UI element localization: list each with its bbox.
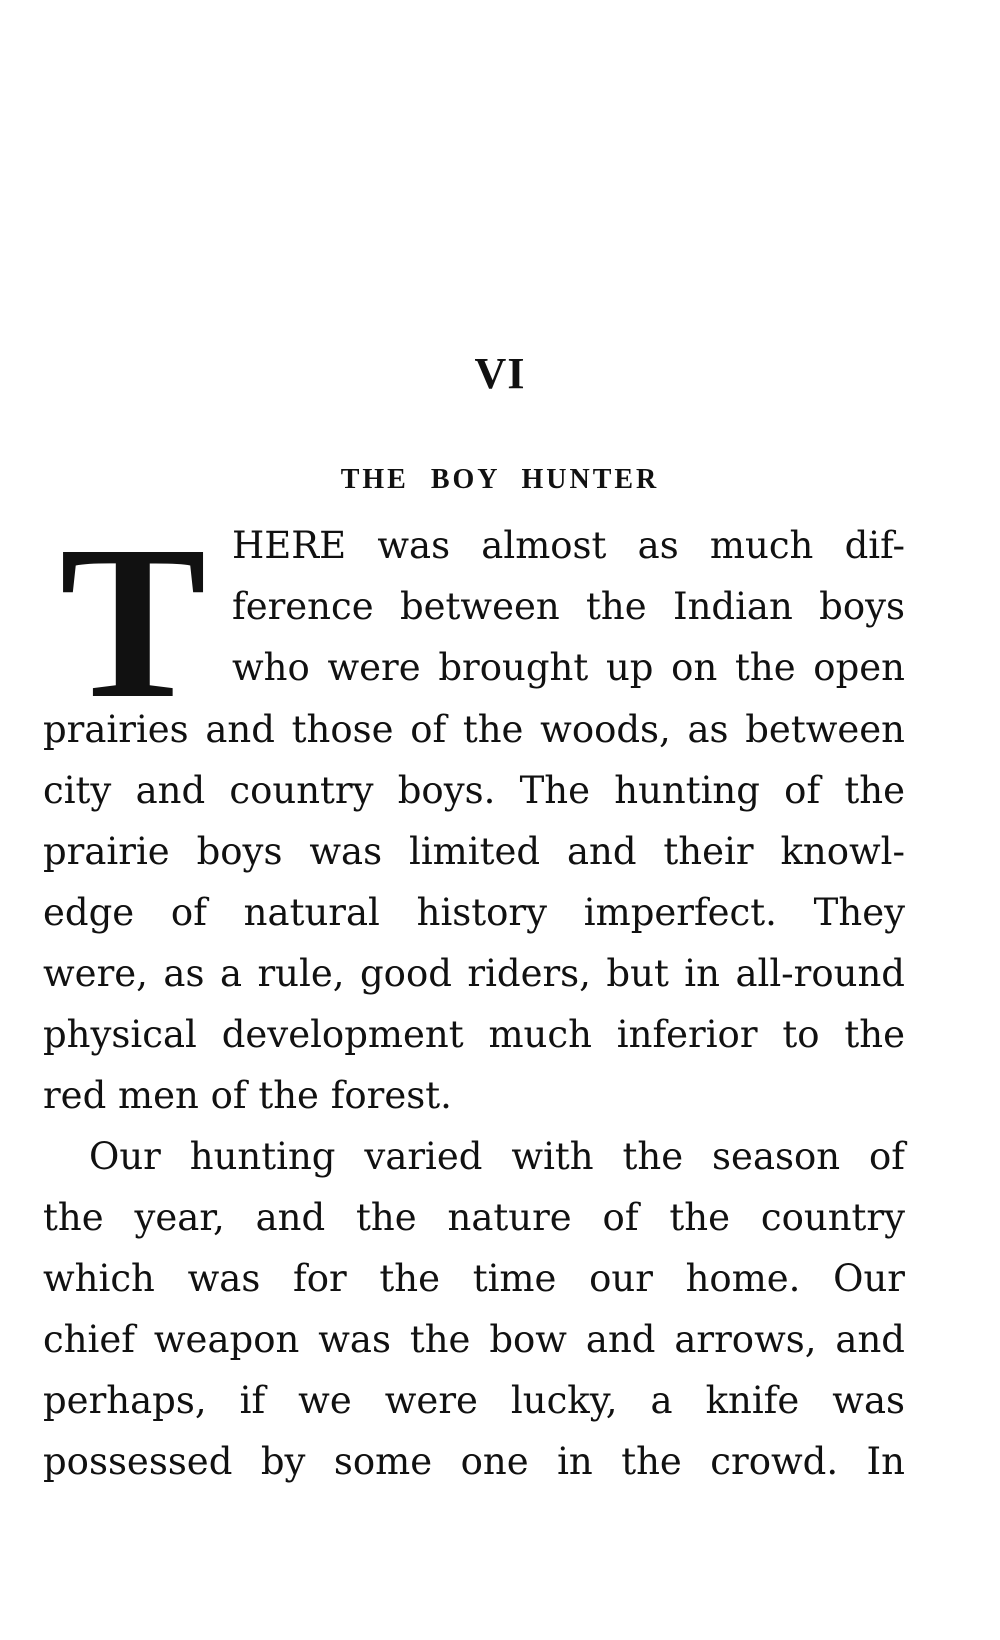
text-line: the year, and the nature of the country — [43, 1196, 905, 1239]
text-line: prairies and those of the woods, as between — [43, 708, 905, 751]
chapter-number: VI — [474, 349, 526, 398]
text-line: which was for the time our home. Our — [43, 1257, 905, 1300]
text-line: ference between the Indian boys — [232, 585, 905, 628]
text-line: physical development much inferior to the — [43, 1013, 905, 1056]
text-line: possessed by some one in the crowd. In — [43, 1440, 905, 1483]
text-line: perhaps, if we were lucky, a knife was — [43, 1379, 905, 1422]
text-line: HERE was almost as much dif- — [232, 524, 905, 567]
text-line: edge of natural history imperfect. They — [43, 891, 905, 934]
text-line: red men of the forest. — [43, 1074, 452, 1117]
text-line: were, as a rule, good riders, but in all-round — [43, 952, 905, 995]
text-line: who were brought up on the open — [232, 646, 905, 689]
text-line: chief weapon was the bow and arrows, and — [43, 1318, 905, 1361]
text-line: city and country boys. The hunting of the — [43, 769, 905, 812]
text-line: prairie boys was limited and their knowl- — [43, 830, 905, 873]
chapter-title: THE BOY HUNTER — [340, 464, 660, 495]
text-line: Our hunting varied with the season of — [89, 1135, 905, 1178]
drop-cap-letter: T — [59, 500, 207, 744]
